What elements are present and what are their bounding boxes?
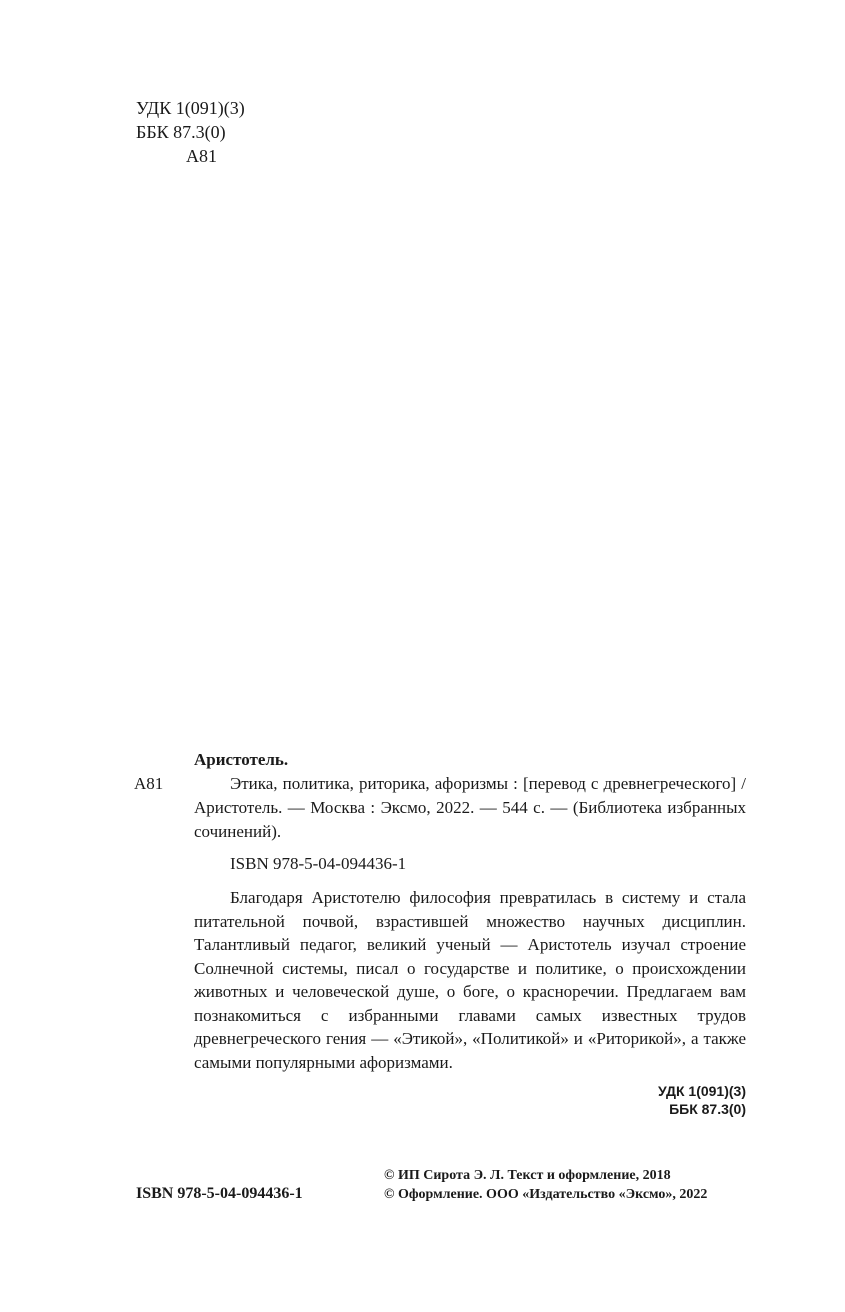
footer-isbn: ISBN 978-5-04-094436-1 [136,1185,303,1202]
classification-codes-top [136,96,245,168]
udk-code: УДК 1(091)(3) [136,98,245,118]
entry-description: Этика, политика, риторика, афоризмы : [перевод с древнегреческого] / Аристотель. — Москва : Эксмо, 2022. — 544 с. — (Библиотека избранных сочинений). [194,774,746,841]
classification-codes-bottom [134,1082,746,1118]
catalog-card [134,748,746,1118]
entry-isbn: ISBN 978-5-04-094436-1 [230,854,407,873]
cutter-code: А81 [186,146,217,166]
copyright-design: © Оформление. ООО «Издательство «Эксмо», 2022 [384,1187,708,1202]
copyright-text: © ИП Сирота Э. Л. Текст и оформление, 2018 [384,1168,671,1183]
copyright-block [384,1166,707,1204]
bbk-code: ББК 87.3(0) [136,122,226,142]
author-heading: Аристотель. [194,750,289,769]
bibliographic-entry [134,772,746,844]
udk-code-bottom: УДК 1(091)(3) [658,1083,746,1099]
annotation: Благодаря Аристотелю философия превратилась в систему и стала питательной почвой, взрастившей множество научных дисциплин. Талантливый педагог, великий ученый — Аристотель изучал строение Солнечной системы, писал о государстве и политике, о происхождении животных и человеческой душе, о боге, о красноречии. Предлагаем вам познакомиться с избранными главами самых известных трудов древнегреческого гения — «Этикой», «Политикой» и «Риторикой», а также самыми популярными афоризмами. [194,888,746,1072]
entry-cutter-code: А81 [134,774,164,793]
bbk-code-bottom: ББК 87.3(0) [669,1101,746,1117]
